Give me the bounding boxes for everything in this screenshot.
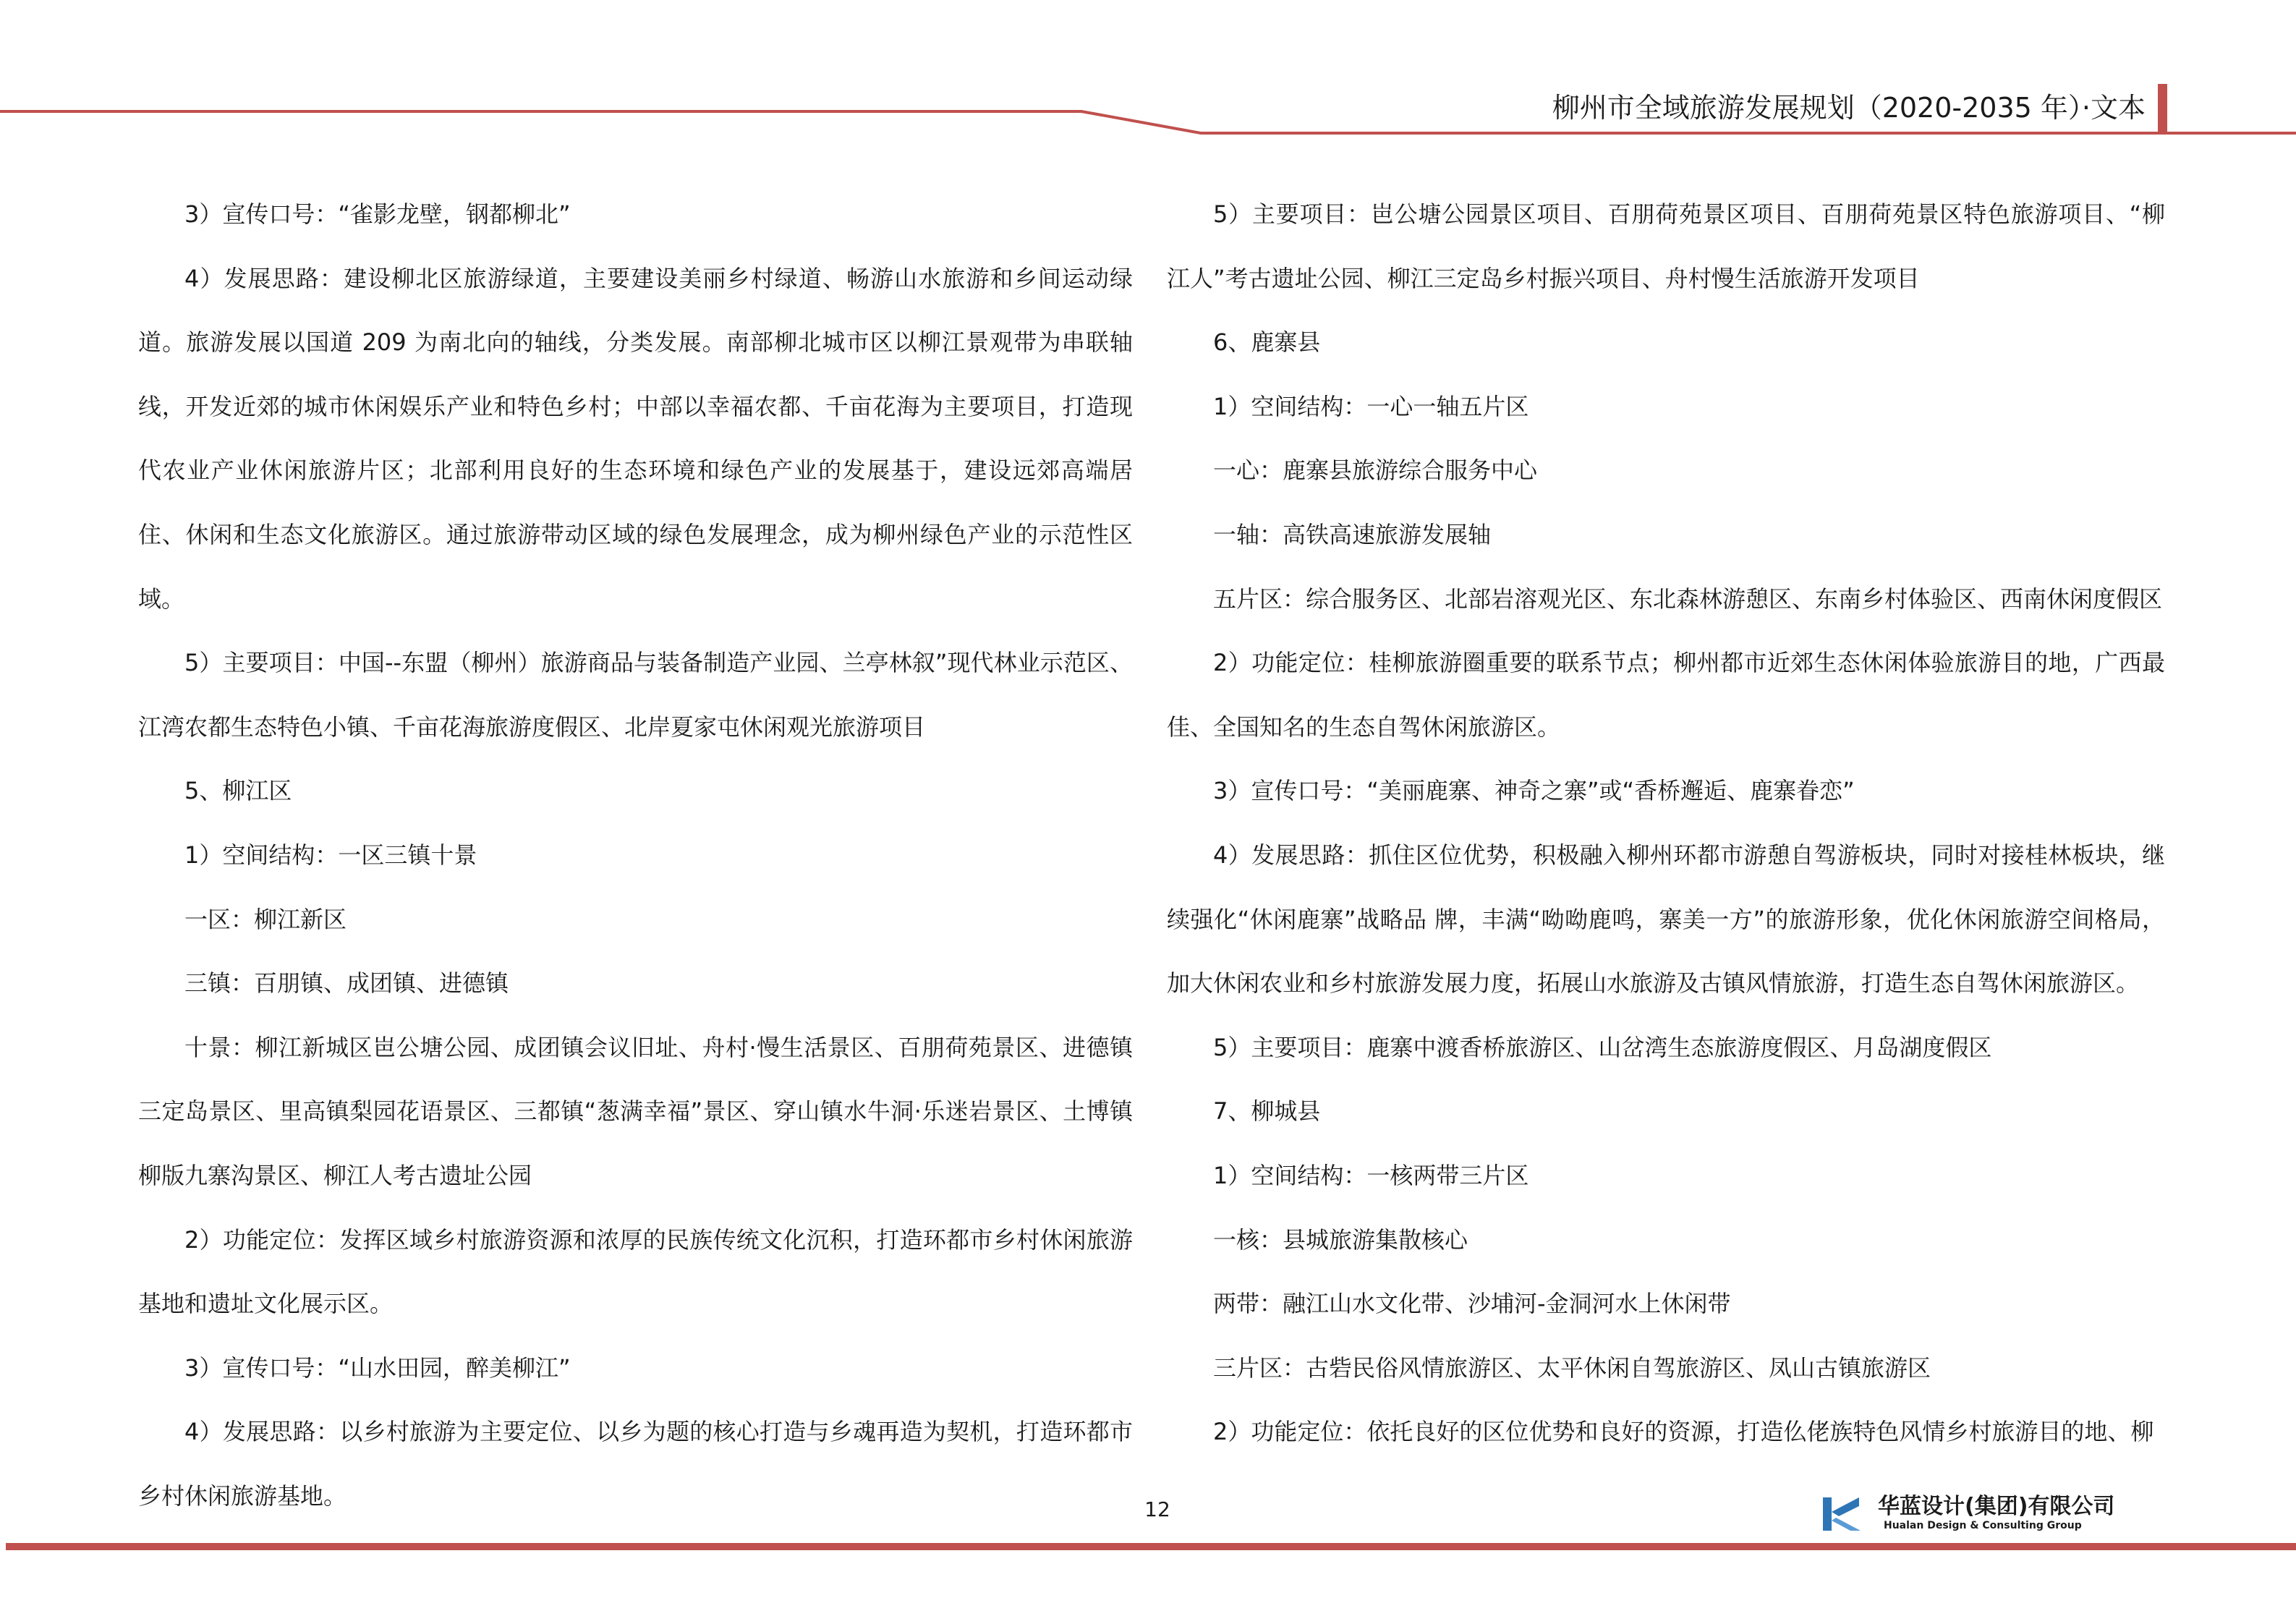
paragraph: 5）主要项目：岜公塘公园景区项目、百朋荷苑景区项目、百朋荷苑景区特色旅游项目、“柳江人”考古遗址公园、柳江三定岛乡村振兴项目、舟村慢生活旅游开发项目 [1167,200,2165,292]
paragraph: 1）空间结构：一核两带三片区 [1213,1161,1529,1189]
left-text-column [138,182,1133,1528]
hualan-logo-icon [1821,1496,1862,1532]
paragraph: 7、柳城县 [1213,1097,1321,1126]
company-logo [1821,1494,2115,1535]
page-number: 12 [1144,1497,1170,1521]
paragraph: 五片区：综合服务区、北部岩溶观光区、东北森林游憩区、东南乡村体验区、西南休闲度假区 [1213,584,2163,613]
paragraph: 一区：柳江新区 [184,905,347,933]
company-name-cn: 华蓝设计(集团)有限公司 [1878,1494,2115,1519]
paragraph: 5、柳江区 [184,777,292,805]
paragraph: 4）发展思路：以乡村旅游为主要定位、以乡为题的核心打造与乡魂再造为契机，打造环都市乡村休闲旅游基地。 [138,1418,1133,1510]
paragraph: 一心：鹿寨县旅游综合服务中心 [1213,456,1538,485]
paragraph: 三片区：古砦民俗风情旅游区、太平休闲自驾旅游区、凤山古镇旅游区 [1213,1353,1931,1382]
paragraph: 1）空间结构：一区三镇十景 [184,841,477,869]
title-accent-bar [2158,84,2167,132]
paragraph: 4）发展思路：抓住区位优势，积极融入柳州环都市游憩自驾游板块，同时对接桂林板块，继续强化“休闲鹿寨”战略品 牌，丰满“呦呦鹿鸣，寨美一方”的旅游形象，优化休闲旅游空间格局，加大休闲农业和乡村旅游发展力度，拓展山水旅游及古镇风情旅游，打造生态自驾休闲旅游区。 [1167,841,2165,998]
paragraph: 1）空间结构：一心一轴五片区 [1213,392,1529,420]
paragraph: 3）宣传口号：“雀影龙壁，钢都柳北” [184,200,571,228]
paragraph: 2）功能定位：桂柳旅游圈重要的联系节点；柳州都市近郊生态休闲体验旅游目的地，广西最佳、全国知名的生态自驾休闲旅游区。 [1167,649,2165,741]
footer-divider-line [6,1543,2296,1550]
paragraph: 3）宣传口号：“山水田园，醉美柳江” [184,1353,571,1382]
paragraph: 一轴：高铁高速旅游发展轴 [1213,520,1492,548]
paragraph: 两带：融江山水文化带、沙埔河-金洞河水上休闲带 [1213,1290,1731,1318]
paragraph: 2）功能定位：依托良好的区位优势和良好的资源，打造仫佬族特色风情乡村旅游目的地、柳 [1213,1418,2154,1446]
company-name-en: Hualan Design & Consulting Group [1884,1520,2082,1531]
paragraph: 三镇：百朋镇、成团镇、进德镇 [184,969,509,998]
paragraph: 5）主要项目：中国--东盟（柳州）旅游商品与装备制造产业园、兰亭林叙”现代林业示范区、江湾农都生态特色小镇、千亩花海旅游度假区、北岸夏家屯休闲观光旅游项目 [138,649,1133,741]
paragraph: 十景：柳江新城区岜公塘公园、成团镇会议旧址、舟村·慢生活景区、百朋荷苑景区、进德镇三定岛景区、里高镇梨园花语景区、三都镇“葱满幸福”景区、穿山镇水牛洞·乐迷岩景区、土博镇柳版九寨沟景区、柳江人考古遗址公园 [138,1033,1133,1189]
paragraph: 4）发展思路：建设柳北区旅游绿道，主要建设美丽乡村绿道、畅游山水旅游和乡间运动绿道。旅游发展以国道 209 为南北向的轴线，分类发展。南部柳北城市区以柳江景观带为串联轴线，开发近郊的城市休闲娱乐产业和特色乡村；中部以幸福农都、千亩花海为主要项目，打造现代农业产业休闲旅游片区；北部利用良好的生态环境和绿色产业的发展基于，建设远郊高端居住、休闲和生态文化旅游区。通过旅游带动区域的绿色发展理念，成为柳州绿色产业的示范性区域。 [138,264,1133,613]
paragraph: 3）宣传口号：“美丽鹿寨、神奇之寨”或“香桥邂逅、鹿寨眷恋” [1213,777,1855,805]
paragraph: 2）功能定位：发挥区域乡村旅游资源和浓厚的民族传统文化沉积，打造环都市乡村休闲旅游基地和遗址文化展示区。 [138,1225,1133,1318]
document-title: 柳州市全域旅游发展规划（2020-2035 年）·文本 [1552,92,2146,124]
paragraph: 一核：县城旅游集散核心 [1213,1225,1468,1254]
paragraph: 6、鹿寨县 [1213,328,1321,357]
right-text-column [1167,182,2165,1464]
paragraph: 5）主要项目：鹿寨中渡香桥旅游区、山岔湾生态旅游度假区、月岛湖度假区 [1213,1033,1992,1061]
